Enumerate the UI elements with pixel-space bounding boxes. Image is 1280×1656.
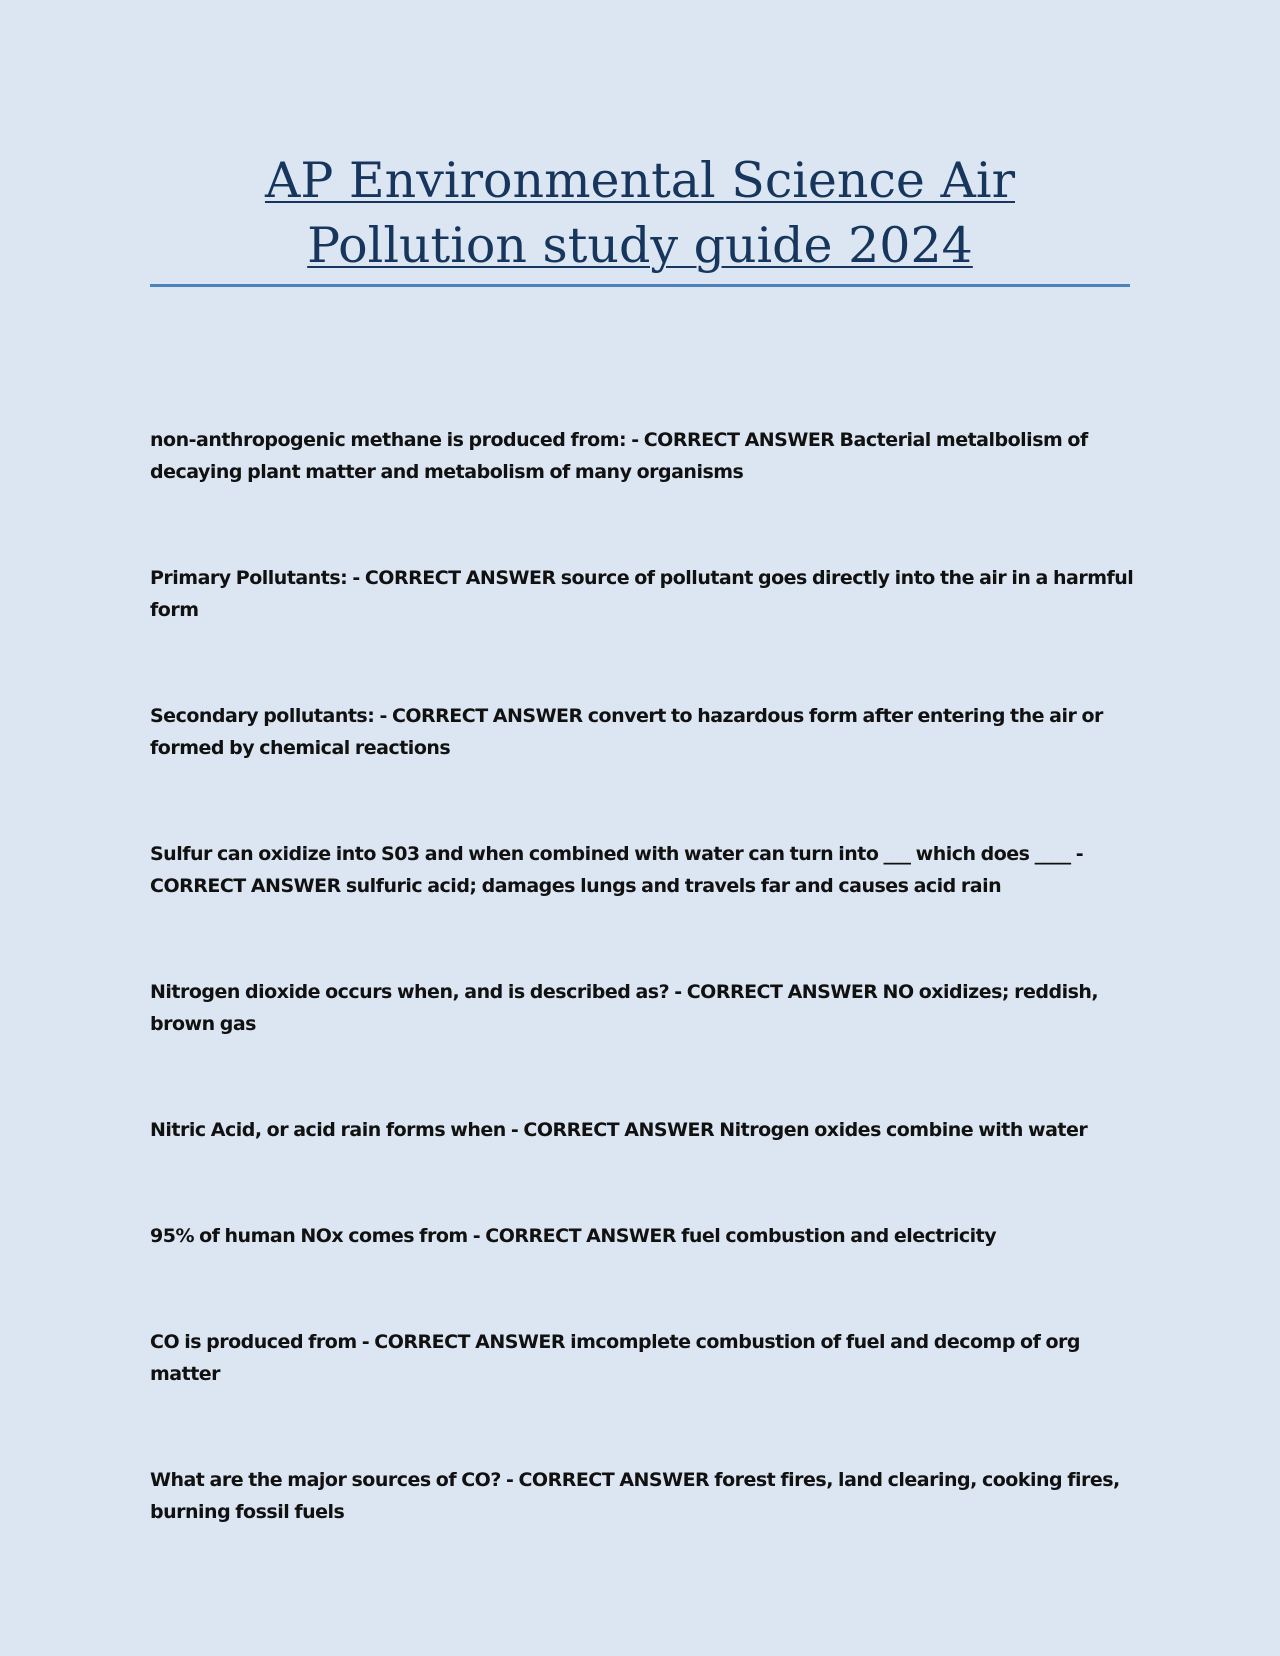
qa-item-nitric-acid: Nitric Acid, or acid rain forms when - CORRECT ANSWER Nitrogen oxides combine with water — [150, 1119, 1088, 1141]
qa-item-sulfur: Sulfur can oxidize into S03 and when combined with water can turn into ___ which does ____ - CORRECT ANSWER sulfuric acid; damages lungs and travels far and causes acid rain — [150, 843, 1084, 897]
title-block — [150, 148, 1130, 278]
qa-item-nox: 95% of human NOx comes from - CORRECT ANSWER fuel combustion and electricity — [150, 1225, 997, 1247]
qa-item-nitrogen-dioxide: Nitrogen dioxide occurs when, and is described as? - CORRECT ANSWER NO oxidizes; reddish, brown gas — [150, 981, 1099, 1035]
qa-item-primary-pollutants: Primary Pollutants: - CORRECT ANSWER source of pollutant goes directly into the air in a harmful form — [150, 567, 1134, 621]
qa-item-methane: non-anthropogenic methane is produced from: - CORRECT ANSWER Bacterial metalbolism of decaying plant matter and metabolism of many organisms — [150, 429, 1088, 483]
qa-item-co-sources: What are the major sources of CO? - CORRECT ANSWER forest fires, land clearing, cooking fires, burning fossil fuels — [150, 1469, 1120, 1523]
qa-item-secondary-pollutants: Secondary pollutants: - CORRECT ANSWER convert to hazardous form after entering the air or formed by chemical reactions — [150, 705, 1103, 759]
qa-list — [150, 424, 1140, 1602]
page-title: AP Environmental Science Air Pollution study guide 2024 — [264, 152, 1015, 274]
qa-item-co-produced: CO is produced from - CORRECT ANSWER imcomplete combustion of fuel and decomp of org matter — [150, 1331, 1081, 1385]
title-divider — [150, 284, 1130, 287]
